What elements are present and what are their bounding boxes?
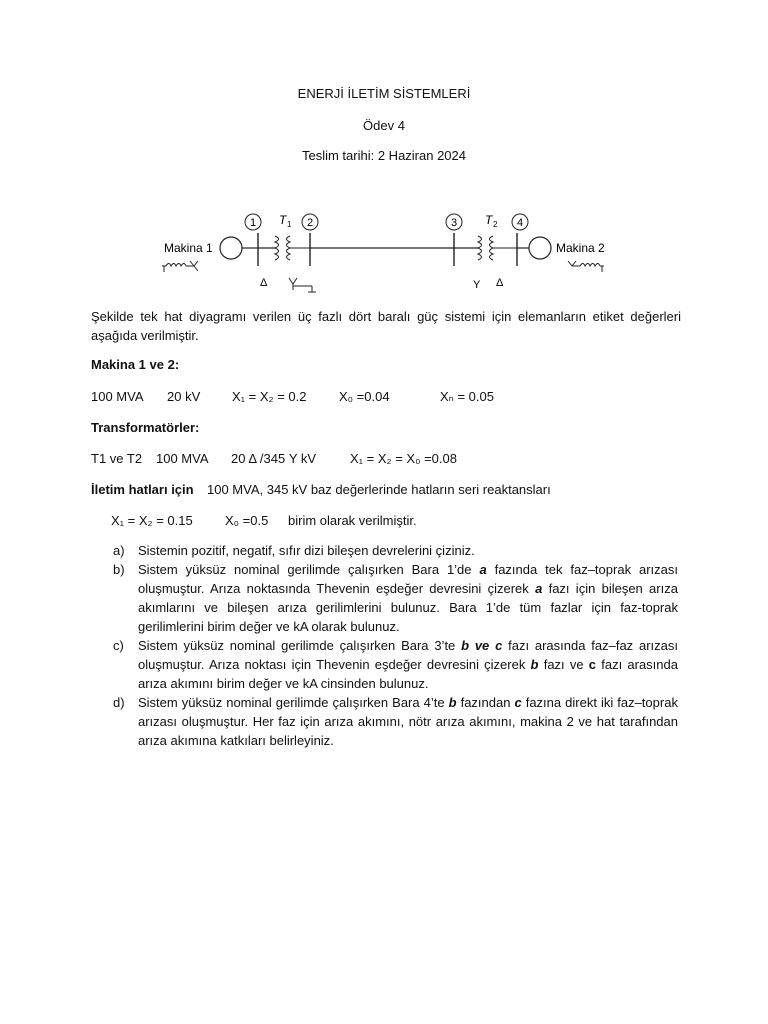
machines-heading: Makina 1 ve 2: (91, 357, 180, 372)
lines-heading: İletim hatları için (91, 482, 194, 497)
intro-paragraph: Şekilde tek hat diyagramı verilen üç fazlı dört baralı güç sistemi için elemanların etiket değerleri aşağıda verilmiştir. (91, 309, 681, 343)
machines-x12: X₁ = X₂ = 0.2 (232, 389, 307, 404)
transformers-rating: 100 MVA (156, 451, 209, 466)
transformers-x: X₁ = X₂ = X₀ =0.08 (350, 451, 457, 466)
machine2-generator-icon (529, 237, 551, 259)
machine1-generator-icon (220, 237, 242, 259)
question-b-phase-a-2: a (535, 581, 543, 596)
question-a-text: Sistemin pozitif, negatif, sıfır dizi bileşen devrelerini çiziniz. (138, 543, 475, 558)
bus3-label: 3 (450, 217, 458, 229)
machines-xn: Xₙ = 0.05 (440, 389, 494, 404)
question-c-text-4: fazı arasında arıza akımını birim değer ve kA cinsinden bulunuz. (138, 657, 678, 691)
machines-rating: 100 MVA (91, 389, 144, 404)
question-c-text-1: Sistem yüksüz nominal gerilimde çalışırken Bara 3’te (138, 638, 456, 653)
question-d-text-1: Sistem yüksüz nominal gerilimde çalışırken Bara 4’te (138, 695, 445, 710)
t1-label: T (279, 213, 287, 227)
question-b-text-3: fazı için bileşen arıza akımlarını ve bileşen arıza gerilimlerini bulunuz. Bara 1’de tüm fazlar için faz-toprak gerilimlerini birim değer ve kA olarak bulunuz. (138, 581, 678, 634)
question-c-text-2: fazı arasında faz–faz arızası oluşmuştur. Arıza noktası için Thevenin eşdeğer devresini çizerek (138, 638, 678, 672)
t1-transformer-icon (275, 236, 310, 260)
t2-delta-label: Δ (496, 277, 504, 289)
question-d-text-3: fazına direkt iki faz–toprak arızası oluşmuştur. Her faz için arıza akımını, nötr arıza akımını, makina 2 ve hat tarafından arıza akımına katkıları belirleyiniz. (138, 695, 678, 748)
question-d-marker: d) (113, 695, 125, 710)
lines-description: 100 MVA, 345 kV baz değerlerinde hatların seri reaktansları (207, 482, 551, 497)
question-d (113, 693, 678, 750)
question-b-text-1: Sistem yüksüz nominal gerilimde çalışırken Bara 1’de (138, 562, 472, 577)
question-list (113, 541, 678, 750)
question-d-text-2: fazından (460, 695, 511, 710)
deadline: Teslim tarihi: 2 Haziran 2024 (301, 148, 467, 163)
transformers-names: T1 ve T2 (91, 451, 143, 466)
course-title: ENERJİ İLETİM SİSTEMLERİ (297, 86, 471, 101)
question-b-marker: b) (113, 562, 125, 577)
bus1-label: 1 (249, 217, 257, 229)
lines-x12: X₁ = X₂ = 0.15 (111, 513, 193, 528)
t1-wye-ground-icon (289, 278, 316, 292)
t1-delta-label: Δ (260, 277, 268, 289)
bus2-label: 2 (306, 217, 314, 229)
question-c (113, 636, 678, 693)
lines-x0: X₀ =0.5 (225, 513, 269, 528)
machine2-grounding-icon (568, 261, 604, 272)
t2-wye-label: Y (473, 279, 481, 291)
machine1-label: Makina 1 (164, 241, 213, 255)
question-c-phase-c: c (588, 657, 597, 672)
question-b-text-2: fazında tek faz–toprak arızası oluşmuştur. Arıza noktasında Thevenin eşdeğer devresini çizerek (138, 562, 678, 596)
machine1-grounding-icon (162, 261, 198, 272)
transformers-heading: Transformatörler: (91, 420, 200, 435)
transformers-voltage: 20 Δ /345 Y kV (231, 451, 317, 466)
one-line-diagram (150, 206, 620, 296)
question-b-phase-a: a (479, 562, 487, 577)
question-a (113, 541, 678, 560)
t2-transformer-icon (478, 236, 517, 260)
assignment-title: Ödev 4 (363, 118, 405, 133)
question-d-phase-b: b (448, 695, 457, 710)
question-c-text-3: fazı ve (543, 657, 584, 672)
t2-label: T (485, 213, 493, 227)
machines-voltage: 20 kV (167, 389, 201, 404)
t2-subscript: 2 (493, 220, 498, 229)
question-c-phases: b ve c (461, 638, 503, 653)
question-d-phase-c: c (514, 695, 522, 710)
question-a-marker: a) (113, 543, 125, 558)
t1-subscript: 1 (287, 220, 292, 229)
machines-x0: X₀ =0.04 (339, 389, 390, 404)
lines-note: birim olarak verilmiştir. (288, 513, 417, 528)
bus4-label: 4 (516, 217, 524, 229)
question-c-marker: c) (113, 638, 124, 653)
machine2-label: Makina 2 (556, 241, 605, 255)
question-b (113, 560, 678, 636)
question-c-phase-b: b (530, 657, 539, 672)
